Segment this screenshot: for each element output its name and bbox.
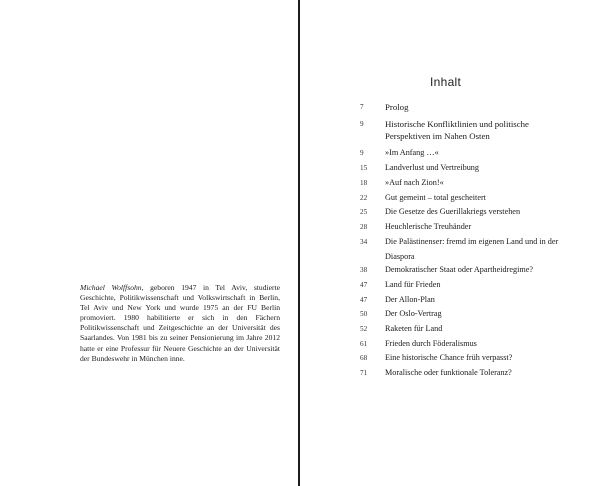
toc-page-number: 68: [360, 354, 368, 362]
toc-page-number: 34: [360, 238, 368, 246]
toc-page-number: 7: [360, 103, 364, 111]
toc-page-number: 9: [360, 120, 364, 128]
toc-entry-title: Gut gemeint – total gescheitert: [385, 193, 486, 202]
toc-page-number: 47: [360, 296, 368, 304]
toc-entry-title: Prolog: [385, 102, 409, 112]
bio-author-name: Michael Wolffsohn: [80, 283, 142, 292]
toc-page-number: 9: [360, 149, 364, 157]
toc-heading: Inhalt: [430, 75, 462, 89]
toc-entry-title: Die Palästinenser: fremd im eigenen Land und in der Diaspora: [385, 237, 559, 261]
toc-entry-title: Der Oslo-Vertrag: [385, 309, 442, 318]
toc-page-number: 47: [360, 281, 368, 289]
toc-page-number: 22: [360, 194, 368, 202]
bio-text: , geboren 1947 in Tel Aviv, studierte Geschichte, Politikwissenschaft und Volkswirtschaft in Berlin, Tel Aviv und New York und wurde 1975 an der FU Berlin promoviert. 1980 habilitierte er sich in den Fächern Politikwissenschaft und Zeitgeschichte an der Universität des Saarlandes. Von 1981 bis zu seiner Pensionierung im Jahre 2012 hatte er eine Professur für Neuere Geschichte an der Universität der Bundeswehr in München inne.: [80, 283, 280, 363]
toc-page-number: 15: [360, 164, 368, 172]
toc-entry-title: Demokratischer Staat oder Apartheidregime?: [385, 265, 533, 274]
toc-page-number: 52: [360, 325, 368, 333]
toc-entry-title: Landverlust und Vertreibung: [385, 163, 479, 172]
toc-entry-title: Der Allon-Plan: [385, 295, 435, 304]
author-bio: [80, 283, 280, 364]
toc-entry-title: Land für Frieden: [385, 280, 441, 289]
toc-entry-title: »Im Anfang …«: [385, 148, 439, 157]
toc-entry-title: »Auf nach Zion!«: [385, 178, 444, 187]
toc-entry-title: Raketen für Land: [385, 324, 443, 333]
toc-entry-title: Heuchlerische Treuhänder: [385, 222, 472, 231]
toc-entry-title: Moralische oder funktionale Toleranz?: [385, 368, 512, 377]
toc-page-number: 18: [360, 179, 368, 187]
toc-page-number: 38: [360, 266, 368, 274]
toc-entry-title: Frieden durch Föderalismus: [385, 339, 477, 348]
toc-entry-title: Eine historische Chance früh verpasst?: [385, 353, 513, 362]
toc-page-number: 71: [360, 369, 368, 377]
toc-entry-title: Die Gesetze des Guerillakriegs verstehen: [385, 207, 521, 216]
toc-page-number: 28: [360, 223, 368, 231]
toc-page-number: 61: [360, 340, 368, 348]
toc-entry-title: Historische Konfliktlinien und politische Perspektiven im Nahen Osten: [385, 119, 529, 141]
toc-page-number: 25: [360, 208, 368, 216]
toc-page-number: 50: [360, 310, 368, 318]
left-page: [0, 0, 298, 486]
